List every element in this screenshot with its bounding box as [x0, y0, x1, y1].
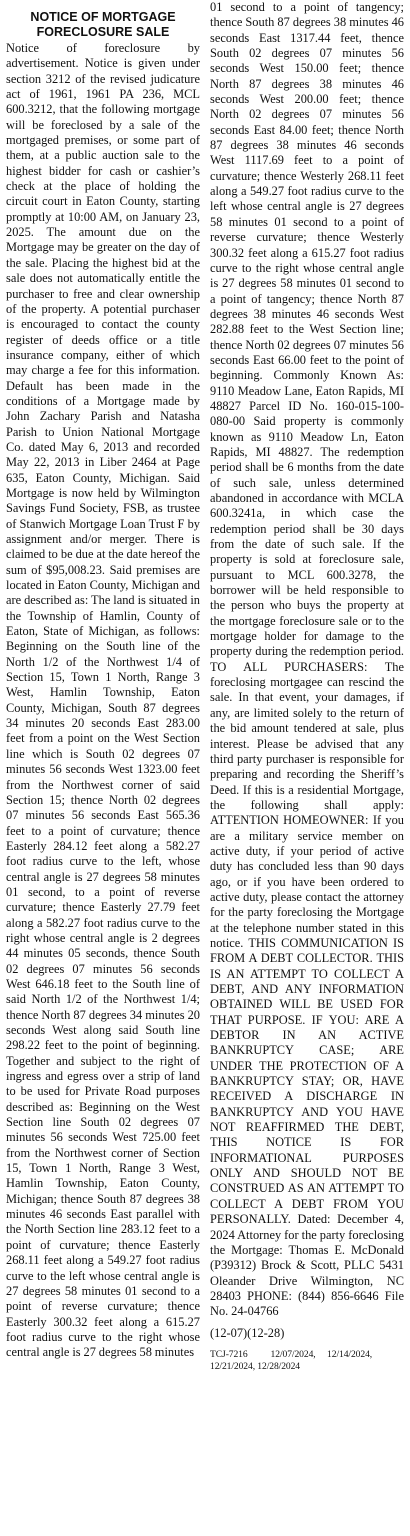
notice-title-line-1: NOTICE OF MORTGAGE: [30, 10, 176, 24]
notice-column-right: [210, 0, 404, 1373]
footer-line-1: TCJ-7216 12/07/2024, 12/14/2024,: [210, 1348, 373, 1360]
run-dates: (12-07)(12-28): [210, 1325, 285, 1340]
notice-body-right: 01 second to a point of tangency; thence South 87 degrees 38 minutes 46 seconds East 1317.44 feet, thence South 02 degrees 07 minutes 56 seconds West 150.00 feet; thence North 87 degrees 38 minutes 46 seconds West 200.00 feet; thence North 02 degrees 07 minutes 56 seconds East 84.00 feet; thence North 87 degrees 38 minutes 46 seconds West 1117.69 feet to a point of curvature; thence Westerly 268.11 feet along a 549.27 foot radius curve to the left whose central angle is 27 degrees 58 minutes 01 second to a point of reverse curvature; thence Westerly 300.32 feet along a 615.27 foot radius curve to the right whose central angle is 27 degrees 58 minutes 01 second to a point of tangency; thence North 87 degrees 38 minutes 46 seconds West 282.88 feet to the West Section line; thence North 02 degrees 07 minutes 56 seconds East 66.00 feet to the point of beginning. Commonly Known As: 9110 Meadow Lane, Eaton Rapids, MI 48827 Parcel ID No. 160-015-100-080-00 Said property is commonly known as 9110 Meadow Ln, Eaton Rapids, MI 48827. The redemption period shall be 6 months from the date of such sale, unless determined abandoned in accordance with MCLA 600.3241a, in which case the redemption period shall be 30 days from the date of such sale. If the property is sold at foreclosure sale, pursuant to MCL 600.3278, the borrower will be held responsible to the person who buys the property at the mortgage foreclosure sale or to the mortgage holder for damage to the property during the redemption period. TO ALL PURCHASERS: The foreclosing mortgagee can rescind the sale. In that event, your damages, if any, are limited solely to the return of the bid amount tendered at sale, plus interest. Please be advised that any third party purchaser is responsible for preparing and recording the Sheriff’s Deed. If this is a residential Mortgage, the following shall apply: ATTENTION HOMEOWNER: If you are a military service member on active duty, if your period of active duty has concluded less than 90 days ago, or if you have been ordered to active duty, please contact the attorney for the party foreclosing the Mortgage at the telephone number stated in this notice. THIS COMMUNICATION IS FROM A DEBT COLLECTOR. THIS IS AN ATTEMPT TO COLLECT A DEBT, AND ANY INFORMATION OBTAINED WILL BE USED FOR THAT PURPOSE. IF YOU: ARE A DEBTOR IN AN ACTIVE BANKRUPTCY CASE; ARE UNDER THE PROTECTION OF A BANKRUPTCY STAY; OR, HAVE RECEIVED A DISCHARGE IN BANKRUPTCY AND YOU HAVE NOT REAFFIRMED THE DEBT, THIS NOTICE IS FOR INFORMATIONAL PURPOSES ONLY AND SHOULD NOT BE CONSTRUED AS AN ATTEMPT TO COLLECT A DEBT FROM YOU PERSONALLY. Dated: December 4, 2024 Attorney for the party foreclosing the Mortgage: Thomas E. McDonald (P39312) Brock & Scott, PLLC 5431 Oleander Drive Wilmington, NC 28403 PHONE: (844) 856-6646 File No. 24-04766: [210, 0, 404, 1319]
footer-line-2: 12/21/2024, 12/28/2024: [210, 1360, 301, 1372]
publication-footer: [210, 1349, 404, 1373]
notice-body-left: Notice of foreclosure by advertisement. Notice is given under section 3212 of the revised judicature act of 1961, 1961 PA 236, MCL 600.3212, that the following mortgage will be foreclosed by a sale of the mortgaged premises, or some part of them, at a public auction sale to the highest bidder for cash or cashier’s check at the place of holding the circuit court in Eaton County, starting promptly at 10:00 AM, on January 23, 2025. The amount due on the Mortgage may be greater on the day of the sale. Placing the highest bid at the sale does not automatically entitle the purchaser to free and clear ownership of the property. A potential purchaser is encouraged to contact the county register of deeds office or a title insurance company, either of which may charge a fee for this information. Default has been made in the conditions of a Mortgage made by John Zachary Parish and Natasha Parish to Union National Mortgage Co. dated May 6, 2013 and recorded May 22, 2013 in Liber 2464 at Page 635, Eaton County, Michigan. Said Mortgage is now held by Wilmington Savings Fund Society, FSB, as trustee of Stanwich Mortgage Loan Trust F by assignment and/or merger. There is claimed to be due at the date hereof the sum of $95,008.23. Said premises are located in Eaton County, Michigan and are described as: The land is situated in the Township of Hamlin, County of Eaton, State of Michigan, as follows: Beginning on the South line of the North 1/2 of the Northwest 1/4 of Section 15, Town 1 North, Range 3 West, Hamlin Township, Eaton County, Michigan, South 87 degrees 34 minutes 20 seconds East 283.00 feet from a point on the West Section line which is South 02 degrees 07 minutes 56 seconds West 1323.00 feet from the Northwest corner of said Section 15; thence North 02 degrees 07 minutes 56 seconds East 565.36 feet to a point of curvature; thence Easterly 284.12 feet along a 582.27 foot radius curve to the left, whose central angle is 27 degrees 58 minutes 01 second, to a point of reverse curvature; thence Easterly 27.79 feet along a 582.27 foot radius curve to the right whose central angle is 2 degrees 44 minutes 05 seconds, thence South 02 degrees 07 minutes 56 seconds West 646.18 feet to the South line of said North 1/2 of the Northwest 1/4; thence North 87 degrees 34 minutes 20 seconds West along said South line 298.22 feet to the point of beginning. Together and subject to the right of ingress and egress over a strip of land to be used for Private Road purposes described as: Beginning on the West Section line South 02 degrees 07 minutes 56 seconds West 725.00 feet from the Northwest corner of Section 15, Town 1 North, Range 3 West, Hamlin Township, Eaton County, Michigan; thence South 87 degrees 38 minutes 46 seconds East parallel with the North Section line 283.12 feet to a point of curvature; thence Easterly 268.11 feet along a 549.27 foot radius curve to the left whose central angle is 27 degrees 58 minutes 01 second to a point of reverse curvature; thence Easterly 300.32 feet along a 615.27 foot radius curve to the right whose central angle is 27 degrees 58 minutes: [6, 41, 200, 1360]
notice-title-line-2: FORECLOSURE SALE: [36, 25, 170, 39]
notice-column-left: [6, 10, 200, 1361]
notice-title: [6, 10, 200, 40]
